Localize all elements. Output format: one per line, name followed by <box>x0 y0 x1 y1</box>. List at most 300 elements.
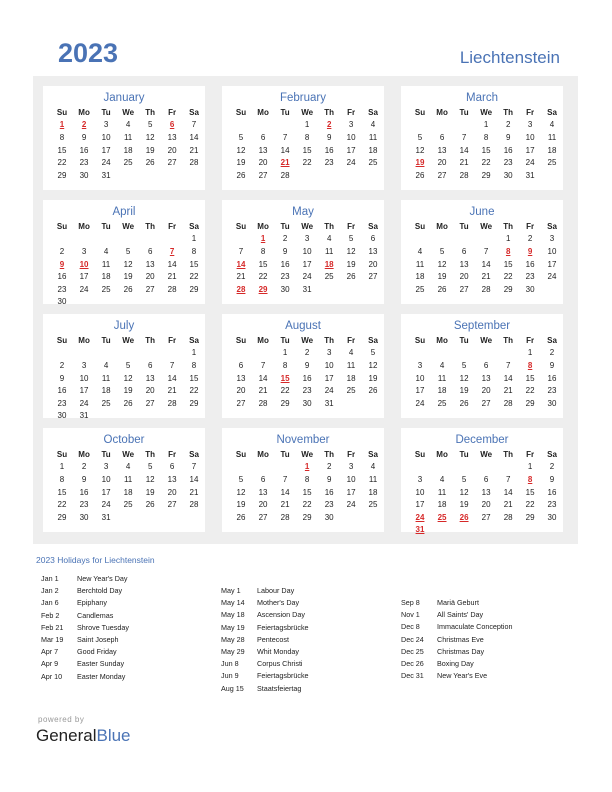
holiday-name: Ascension Day <box>257 610 305 620</box>
day-cell: 4 <box>348 348 354 358</box>
empty-cell <box>161 296 183 309</box>
empty-cell <box>431 524 453 537</box>
holiday-name: Easter Sunday <box>77 659 125 669</box>
empty-cell <box>475 233 497 246</box>
day-cell: 7 <box>260 360 266 370</box>
holiday-day-cell: 29 <box>258 284 268 294</box>
empty-cell <box>95 233 117 246</box>
day-cell: 14 <box>189 474 199 484</box>
weekday-header: Sa <box>189 335 199 345</box>
day-cell: 20 <box>145 272 155 282</box>
day-cell: 17 <box>79 386 89 396</box>
month-may <box>222 200 384 304</box>
holiday-row <box>41 611 211 623</box>
weekday-header: Th <box>324 335 335 345</box>
weekday-header: Th <box>324 221 335 231</box>
day-cell: 15 <box>57 487 67 497</box>
holiday-date: Feb 21 <box>41 622 64 632</box>
empty-cell <box>475 347 497 360</box>
day-cell: 22 <box>189 272 199 282</box>
day-cell: 16 <box>79 145 89 155</box>
weekday-header: Fr <box>168 335 177 345</box>
day-cell: 20 <box>258 500 268 510</box>
holiday-date: Jun 9 <box>221 671 239 681</box>
day-cell: 10 <box>525 132 535 142</box>
empty-cell <box>431 347 453 360</box>
country-title: Liechtenstein <box>459 48 560 67</box>
day-cell: 9 <box>326 132 332 142</box>
holiday-date: Mar 19 <box>41 634 64 644</box>
day-grid <box>230 106 384 182</box>
empty-cell <box>274 461 296 474</box>
day-cell: 12 <box>459 487 469 497</box>
day-cell: 16 <box>547 373 557 383</box>
empty-cell <box>453 461 475 474</box>
day-cell: 23 <box>324 500 334 510</box>
day-cell: 26 <box>437 284 447 294</box>
year-title: 2023 <box>58 38 119 68</box>
day-cell: 10 <box>101 474 111 484</box>
day-cell: 15 <box>525 373 535 383</box>
holiday-row <box>401 659 571 671</box>
month-name: December <box>455 434 509 446</box>
holiday-day-cell: 1 <box>304 462 310 472</box>
day-cell: 4 <box>103 360 109 370</box>
weekday-header: Fr <box>168 449 177 459</box>
month-july <box>43 314 205 421</box>
day-cell: 17 <box>346 145 356 155</box>
weekday-header: Su <box>56 335 68 345</box>
day-cell: 17 <box>101 487 111 497</box>
day-cell: 6 <box>238 360 244 370</box>
day-cell: 3 <box>417 474 423 484</box>
weekday-header: Mo <box>78 221 90 231</box>
day-cell: 23 <box>324 158 334 168</box>
empty-cell <box>139 233 161 246</box>
day-cell: 11 <box>368 474 378 484</box>
holiday-name: Mother's Day <box>257 598 300 608</box>
day-cell: 10 <box>415 373 425 383</box>
holiday-row <box>41 672 211 684</box>
day-cell: 16 <box>525 259 535 269</box>
day-cell: 21 <box>258 386 268 396</box>
day-cell: 1 <box>282 348 288 358</box>
day-cell: 20 <box>481 500 491 510</box>
holiday-row <box>221 623 391 635</box>
day-cell: 22 <box>57 500 67 510</box>
weekday-header: Fr <box>347 449 356 459</box>
day-cell: 11 <box>346 360 356 370</box>
holiday-day-cell: 21 <box>280 158 290 168</box>
day-cell: 2 <box>59 360 65 370</box>
day-cell: 16 <box>79 487 89 497</box>
month-name: March <box>466 92 498 104</box>
holiday-date: Apr 10 <box>41 671 63 681</box>
weekday-header: Th <box>503 107 514 117</box>
day-cell: 9 <box>549 474 555 484</box>
day-grid <box>230 334 384 410</box>
day-cell: 13 <box>437 145 447 155</box>
day-cell: 27 <box>481 398 491 408</box>
day-cell: 24 <box>79 284 89 294</box>
day-cell: 1 <box>505 234 511 244</box>
day-cell: 22 <box>525 500 535 510</box>
weekday-header: Mo <box>257 221 269 231</box>
holiday-name: Good Friday <box>77 647 117 657</box>
day-cell: 29 <box>57 512 67 522</box>
weekday-header: Mo <box>436 449 448 459</box>
day-cell: 12 <box>123 373 133 383</box>
day-cell: 29 <box>525 512 535 522</box>
day-cell: 26 <box>123 398 133 408</box>
day-cell: 3 <box>348 462 354 472</box>
day-cell: 15 <box>189 259 199 269</box>
day-grid <box>230 448 384 524</box>
holiday-day-cell: 7 <box>169 246 175 256</box>
holiday-name: All Saints' Day <box>437 610 484 620</box>
empty-cell <box>362 511 384 524</box>
holiday-name: New Year's Day <box>77 574 128 583</box>
day-cell: 8 <box>483 132 489 142</box>
holiday-day-cell: 2 <box>326 120 332 130</box>
day-cell: 25 <box>415 284 425 294</box>
day-cell: 8 <box>260 246 266 256</box>
day-cell: 18 <box>123 145 133 155</box>
weekday-header: Tu <box>459 335 469 345</box>
day-cell: 28 <box>189 500 199 510</box>
weekday-header: Tu <box>459 107 469 117</box>
holiday-row <box>401 635 571 647</box>
holiday-name: Shrove Tuesday <box>77 622 129 632</box>
holiday-row <box>41 647 211 659</box>
day-cell: 17 <box>101 145 111 155</box>
holiday-name: Feiertagsbrücke <box>257 622 309 632</box>
empty-cell <box>139 410 161 423</box>
holiday-row <box>221 586 391 598</box>
day-cell: 3 <box>527 120 533 130</box>
holiday-name: Pentecost <box>257 634 289 644</box>
day-cell: 22 <box>302 158 312 168</box>
day-cell: 28 <box>459 170 469 180</box>
day-cell: 20 <box>236 386 246 396</box>
day-cell: 24 <box>525 158 535 168</box>
day-cell: 5 <box>147 462 153 472</box>
holiday-day-cell: 8 <box>527 474 533 484</box>
holiday-name: Labour Day <box>257 586 295 595</box>
day-cell: 3 <box>81 360 87 370</box>
day-cell: 11 <box>325 246 334 256</box>
holiday-row <box>401 622 571 634</box>
day-cell: 21 <box>481 272 491 282</box>
day-cell: 12 <box>437 259 447 269</box>
weekday-header: We <box>122 335 135 345</box>
holiday-day-cell: 10 <box>79 259 89 269</box>
empty-cell <box>117 233 139 246</box>
day-cell: 29 <box>189 284 199 294</box>
weekday-header: Su <box>235 221 247 231</box>
weekday-header: Su <box>56 221 68 231</box>
day-cell: 5 <box>461 474 467 484</box>
weekday-header: Th <box>324 107 335 117</box>
day-cell: 10 <box>302 246 312 256</box>
day-cell: 27 <box>368 272 378 282</box>
weekday-header: Fr <box>526 449 535 459</box>
month-name: August <box>285 320 321 332</box>
holiday-date: May 28 <box>221 634 245 644</box>
day-cell: 11 <box>368 132 378 142</box>
day-cell: 2 <box>326 462 332 472</box>
day-cell: 21 <box>503 500 513 510</box>
holiday-row <box>41 586 211 598</box>
day-cell: 2 <box>549 348 555 358</box>
day-cell: 3 <box>326 348 332 358</box>
day-cell: 10 <box>79 373 89 383</box>
day-cell: 23 <box>79 158 89 168</box>
holiday-row <box>41 635 211 647</box>
day-cell: 17 <box>79 272 89 282</box>
day-cell: 16 <box>302 373 312 383</box>
day-cell: 19 <box>437 272 447 282</box>
day-cell: 29 <box>302 512 312 522</box>
weekday-header: Th <box>145 107 156 117</box>
day-cell: 20 <box>167 145 177 155</box>
empty-cell <box>73 296 95 309</box>
day-cell: 18 <box>123 487 133 497</box>
empty-cell <box>139 347 161 360</box>
day-cell: 9 <box>326 474 332 484</box>
day-cell: 12 <box>236 487 246 497</box>
day-cell: 14 <box>167 259 177 269</box>
empty-cell <box>453 524 475 537</box>
day-cell: 17 <box>547 259 557 269</box>
weekday-header: We <box>480 221 493 231</box>
holiday-row <box>221 671 391 683</box>
day-cell: 6 <box>461 246 467 256</box>
day-cell: 30 <box>79 512 89 522</box>
day-cell: 19 <box>459 386 469 396</box>
day-cell: 6 <box>147 246 153 256</box>
day-cell: 30 <box>547 398 557 408</box>
day-grid <box>409 106 563 182</box>
day-cell: 8 <box>304 132 310 142</box>
day-cell: 12 <box>368 360 378 370</box>
day-cell: 8 <box>282 360 288 370</box>
day-cell: 13 <box>459 259 469 269</box>
empty-cell <box>183 296 205 309</box>
empty-cell <box>51 233 73 246</box>
day-cell: 3 <box>304 234 310 244</box>
day-cell: 15 <box>302 145 312 155</box>
holiday-day-cell: 25 <box>437 512 447 522</box>
day-cell: 29 <box>525 398 535 408</box>
day-cell: 11 <box>123 132 133 142</box>
day-cell: 2 <box>549 462 555 472</box>
day-cell: 11 <box>101 259 111 269</box>
holiday-date: Jan 2 <box>41 586 59 596</box>
day-cell: 5 <box>125 360 131 370</box>
day-cell: 2 <box>527 234 533 244</box>
day-cell: 22 <box>525 386 535 396</box>
weekday-header: Su <box>235 335 247 345</box>
day-cell: 13 <box>236 373 246 383</box>
day-cell: 5 <box>125 246 131 256</box>
day-cell: 30 <box>324 512 334 522</box>
empty-cell <box>409 233 431 246</box>
holiday-day-cell: 8 <box>527 360 533 370</box>
day-cell: 15 <box>525 487 535 497</box>
day-cell: 5 <box>147 120 153 130</box>
day-cell: 9 <box>549 360 555 370</box>
day-cell: 19 <box>346 259 356 269</box>
day-cell: 27 <box>258 170 268 180</box>
day-cell: 31 <box>525 170 535 180</box>
day-grid <box>51 106 205 182</box>
holiday-day-cell: 19 <box>415 158 425 168</box>
day-cell: 22 <box>57 158 67 168</box>
day-cell: 14 <box>258 373 268 383</box>
weekday-header: Su <box>235 107 247 117</box>
weekday-header: Sa <box>547 335 557 345</box>
weekday-header: Tu <box>101 335 111 345</box>
day-cell: 10 <box>547 246 557 256</box>
day-cell: 2 <box>81 462 87 472</box>
month-name: November <box>276 434 330 446</box>
day-cell: 13 <box>145 373 155 383</box>
holiday-date: May 29 <box>221 646 245 656</box>
day-cell: 14 <box>503 487 513 497</box>
day-cell: 24 <box>101 500 111 510</box>
weekday-header: Th <box>503 449 514 459</box>
weekday-header: Su <box>414 335 426 345</box>
day-cell: 11 <box>547 132 557 142</box>
month-june <box>401 200 563 304</box>
weekday-header: Fr <box>347 107 356 117</box>
day-cell: 30 <box>547 512 557 522</box>
day-cell: 29 <box>280 398 290 408</box>
day-cell: 24 <box>346 500 356 510</box>
day-cell: 18 <box>437 386 447 396</box>
holiday-row <box>221 659 391 671</box>
day-cell: 21 <box>189 145 199 155</box>
holiday-date: Nov 1 <box>401 610 420 620</box>
day-cell: 18 <box>415 272 425 282</box>
day-grid <box>51 448 205 524</box>
weekday-header: We <box>301 335 314 345</box>
day-cell: 21 <box>503 386 513 396</box>
day-cell: 16 <box>280 259 290 269</box>
empty-cell <box>139 296 161 309</box>
weekday-header: We <box>301 221 314 231</box>
weekday-header: Fr <box>168 221 177 231</box>
day-cell: 26 <box>236 170 246 180</box>
weekday-header: Mo <box>257 107 269 117</box>
weekday-header: We <box>122 221 135 231</box>
day-cell: 4 <box>549 120 555 130</box>
day-cell: 23 <box>302 386 312 396</box>
holiday-row <box>41 623 211 635</box>
empty-cell <box>161 410 183 423</box>
day-cell: 17 <box>324 373 334 383</box>
day-cell: 29 <box>57 170 67 180</box>
holiday-row <box>401 610 571 622</box>
empty-cell <box>541 169 563 182</box>
holiday-column <box>41 574 211 684</box>
day-cell: 24 <box>346 158 356 168</box>
weekday-header: Tu <box>101 221 111 231</box>
weekday-header: Sa <box>189 449 199 459</box>
day-cell: 20 <box>368 259 378 269</box>
holiday-date: Apr 7 <box>41 647 59 657</box>
day-cell: 12 <box>415 145 425 155</box>
day-cell: 20 <box>145 386 155 396</box>
weekday-header: Mo <box>257 449 269 459</box>
weekday-header: Su <box>56 107 68 117</box>
day-cell: 6 <box>169 462 175 472</box>
weekday-header: Tu <box>101 107 111 117</box>
weekday-header: Th <box>503 221 514 231</box>
empty-cell <box>252 347 274 360</box>
day-grid <box>51 220 205 308</box>
day-cell: 9 <box>81 132 87 142</box>
empty-cell <box>95 410 117 423</box>
brand-logo <box>36 726 131 746</box>
day-cell: 7 <box>191 462 197 472</box>
empty-cell <box>161 233 183 246</box>
day-cell: 7 <box>505 360 511 370</box>
weekday-header: Fr <box>347 335 356 345</box>
weekday-header: Tu <box>280 107 290 117</box>
holiday-date: Jan 6 <box>41 598 59 608</box>
day-cell: 7 <box>282 474 288 484</box>
day-cell: 1 <box>483 120 489 130</box>
empty-cell <box>409 347 431 360</box>
holiday-name: Christmas Day <box>437 646 485 656</box>
day-cell: 26 <box>459 398 469 408</box>
empty-cell <box>453 347 475 360</box>
day-cell: 7 <box>461 132 467 142</box>
month-september <box>401 314 563 418</box>
holiday-name: Epiphany <box>77 598 107 608</box>
day-cell: 8 <box>59 132 65 142</box>
day-cell: 27 <box>167 500 177 510</box>
day-cell: 27 <box>145 284 155 294</box>
day-cell: 22 <box>258 272 268 282</box>
weekday-header: Sa <box>368 221 378 231</box>
empty-cell <box>409 119 431 132</box>
day-cell: 18 <box>368 145 378 155</box>
day-cell: 19 <box>368 373 378 383</box>
day-cell: 25 <box>123 500 133 510</box>
weekday-header: Su <box>414 449 426 459</box>
empty-cell <box>453 119 475 132</box>
empty-cell <box>183 410 205 423</box>
day-cell: 27 <box>258 512 268 522</box>
weekday-header: Mo <box>78 449 90 459</box>
weekday-header: We <box>122 449 135 459</box>
weekday-header: We <box>480 449 493 459</box>
day-grid <box>409 220 563 296</box>
weekday-header: Tu <box>459 221 469 231</box>
empty-cell <box>117 169 139 182</box>
empty-cell <box>497 524 519 537</box>
day-cell: 27 <box>459 284 469 294</box>
day-cell: 7 <box>483 246 489 256</box>
day-cell: 10 <box>324 360 334 370</box>
day-cell: 4 <box>125 120 131 130</box>
weekday-header: Th <box>503 335 514 345</box>
holiday-date: Dec 24 <box>401 634 424 644</box>
weekday-header: Sa <box>189 107 199 117</box>
